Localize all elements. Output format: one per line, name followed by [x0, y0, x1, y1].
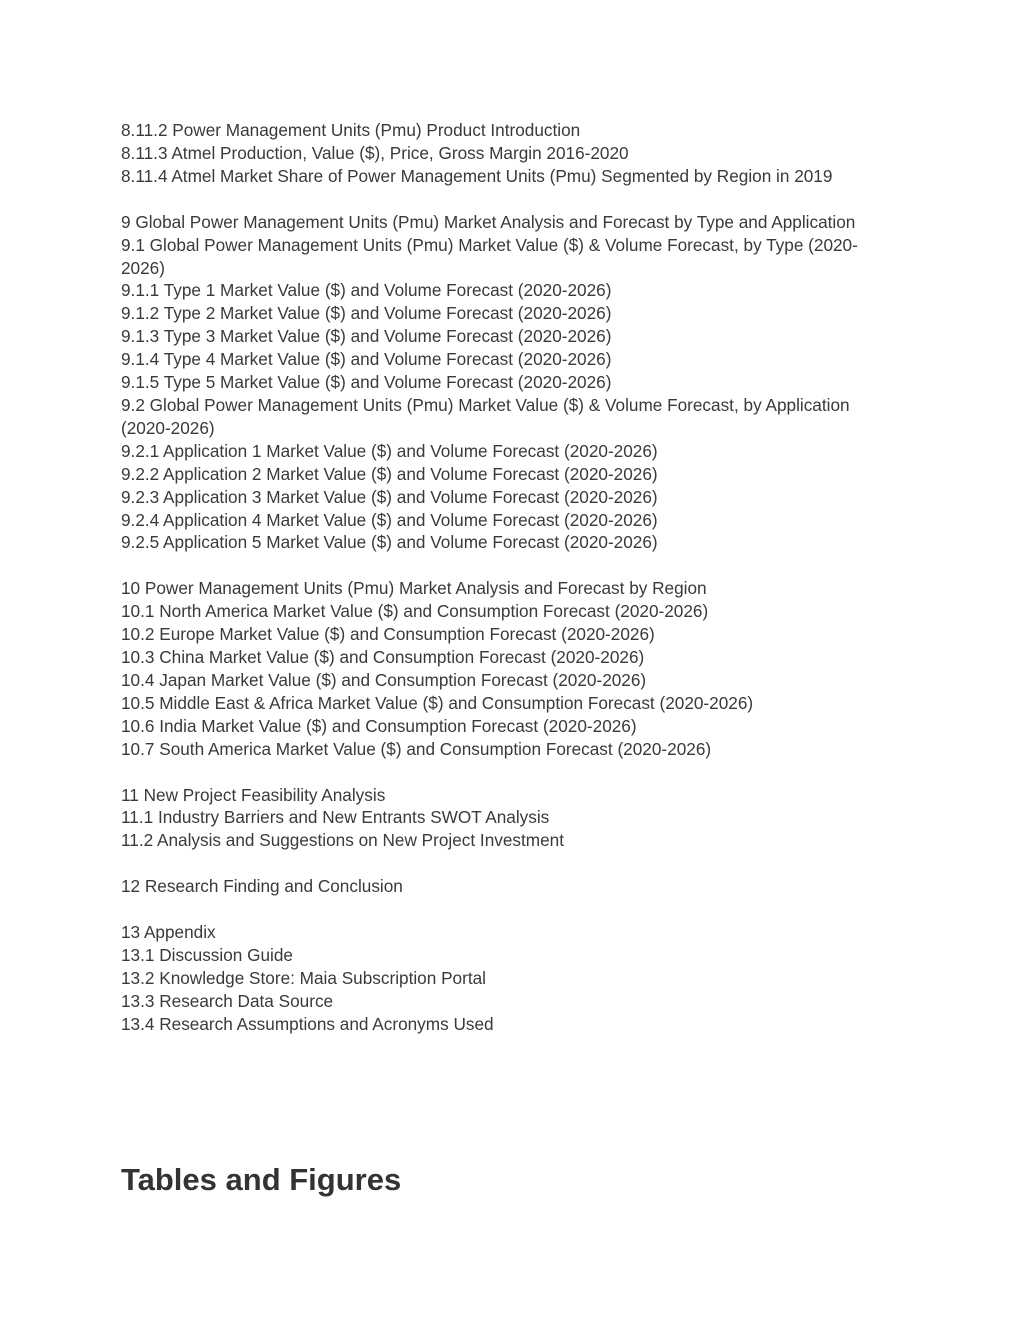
toc-section-9: [121, 211, 901, 555]
toc-section-8-11: [121, 119, 901, 188]
toc-entry: 9.1.2 Type 2 Market Value ($) and Volume Forecast (2020-2026): [121, 303, 612, 324]
toc-section-10: [121, 577, 901, 760]
toc-section-12: [121, 875, 901, 898]
toc-entry: 11 New Project Feasibility Analysis: [121, 784, 386, 805]
toc-entry: 13.4 Research Assumptions and Acronyms Used: [121, 1013, 494, 1034]
toc-entry: 9.1 Global Power Management Units (Pmu) Market Value ($) & Volume Forecast, by Type (2020-2026): [121, 234, 858, 278]
toc-entry: 10.1 North America Market Value ($) and Consumption Forecast (2020-2026): [121, 601, 709, 622]
toc-entry: 8.11.3 Atmel Production, Value ($), Price, Gross Margin 2016-2020: [121, 142, 629, 163]
toc-entry: 9.1.3 Type 3 Market Value ($) and Volume Forecast (2020-2026): [121, 326, 612, 347]
toc-section-13: [121, 921, 901, 1036]
toc-entry: 9.2.1 Application 1 Market Value ($) and Volume Forecast (2020-2026): [121, 440, 658, 461]
toc-entry: 10 Power Management Units (Pmu) Market Analysis and Forecast by Region: [121, 578, 707, 599]
toc-entry: 11.2 Analysis and Suggestions on New Project Investment: [121, 830, 564, 851]
toc-entry: 9.1.4 Type 4 Market Value ($) and Volume Forecast (2020-2026): [121, 349, 612, 370]
toc-entry: 10.2 Europe Market Value ($) and Consumption Forecast (2020-2026): [121, 624, 655, 645]
toc-entry: 9.2.3 Application 3 Market Value ($) and Volume Forecast (2020-2026): [121, 486, 658, 507]
section-heading: Tables and Figures: [121, 1162, 402, 1197]
toc-entry: 10.6 India Market Value ($) and Consumption Forecast (2020-2026): [121, 715, 637, 736]
toc-entry: 9.2 Global Power Management Units (Pmu) Market Value ($) & Volume Forecast, by Application (2020-2026): [121, 394, 850, 438]
toc-entry: 12 Research Finding and Conclusion: [121, 876, 403, 897]
toc-entry: 13.3 Research Data Source: [121, 990, 334, 1011]
toc-section-11: [121, 784, 901, 853]
toc-entry: 10.7 South America Market Value ($) and Consumption Forecast (2020-2026): [121, 738, 712, 759]
toc-entry: 9.2.5 Application 5 Market Value ($) and Volume Forecast (2020-2026): [121, 532, 658, 553]
toc-entry: 13.2 Knowledge Store: Maia Subscription Portal: [121, 968, 486, 988]
toc-entry: 8.11.2 Power Management Units (Pmu) Product Introduction: [121, 120, 581, 140]
toc-entry: 9.2.4 Application 4 Market Value ($) and Volume Forecast (2020-2026): [121, 509, 658, 530]
toc-entry: 9 Global Power Management Units (Pmu) Market Analysis and Forecast by Type and Application: [121, 211, 856, 232]
toc-entry: 13 Appendix: [121, 922, 216, 943]
toc-entry: 10.4 Japan Market Value ($) and Consumption Forecast (2020-2026): [121, 669, 647, 690]
table-of-contents: [121, 119, 901, 1059]
toc-entry: 9.2.2 Application 2 Market Value ($) and Volume Forecast (2020-2026): [121, 463, 658, 484]
toc-entry: 10.3 China Market Value ($) and Consumption Forecast (2020-2026): [121, 647, 645, 668]
toc-entry: 13.1 Discussion Guide: [121, 945, 293, 966]
toc-entry: 9.1.5 Type 5 Market Value ($) and Volume Forecast (2020-2026): [121, 372, 612, 393]
toc-entry: 10.5 Middle East & Africa Market Value ($) and Consumption Forecast (2020-2026): [121, 692, 754, 713]
toc-entry: 11.1 Industry Barriers and New Entrants SWOT Analysis: [121, 807, 550, 828]
toc-entry: 8.11.4 Atmel Market Share of Power Management Units (Pmu) Segmented by Region in 2019: [121, 165, 833, 186]
toc-entry: 9.1.1 Type 1 Market Value ($) and Volume Forecast (2020-2026): [121, 280, 612, 301]
